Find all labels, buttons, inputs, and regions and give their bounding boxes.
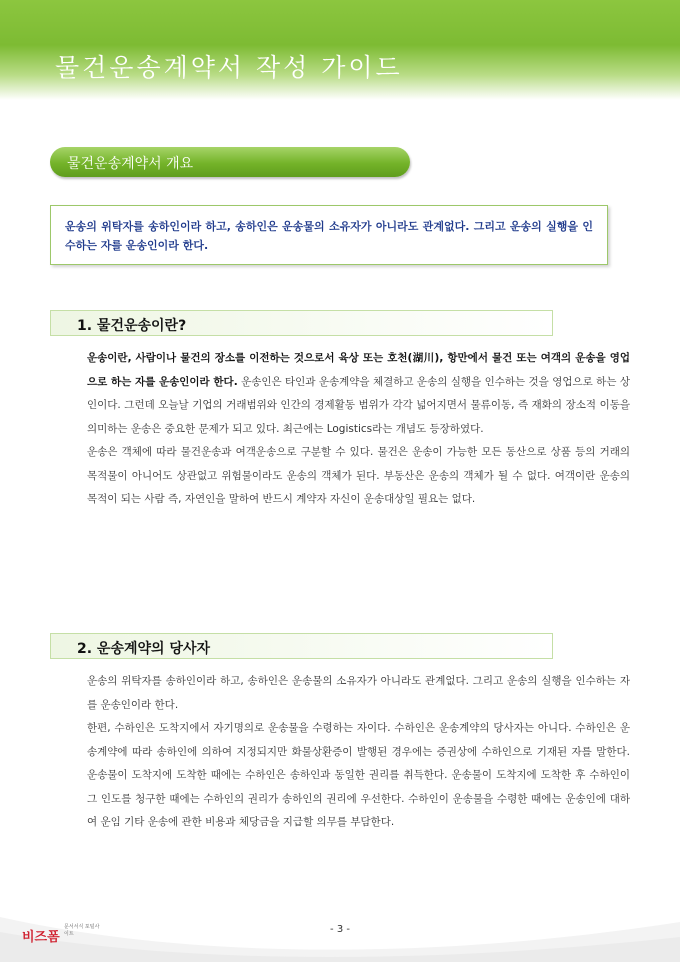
section-1-header <box>50 310 553 336</box>
overview-label-pill <box>50 147 410 177</box>
logo-text: 비즈폼 <box>22 930 60 945</box>
footer-swoosh <box>0 862 680 962</box>
section-1-paragraph-2: 운송은 객체에 따라 물건운송과 여객운송으로 구분할 수 있다. 물건은 운송이 가능한 모든 동산으로 상품 등의 거래의 목적물이 아니어도 상관없고 위험물이라도 운송의 객체가 된다. 부동산은 운송의 객체가 될 수 없다. 여객이란 운송의 목적이 되는 사람 즉, 자연인을 말하여 반드시 계약자 자신이 운송대상일 필요는 없다. <box>87 446 630 505</box>
document-title: 물건운송계약서 작성 가이드 <box>55 53 403 82</box>
section-2-paragraph-2: 한편, 수하인은 도착지에서 자기명의로 운송물을 수령하는 자이다. 수하인은 운송계약의 당사자는 아니다. 수하인은 운송계약에 따라 송하인에 의하여 지정되지만 화물상환증이 발행된 경우에는 증권상에 수하인으로 기재된 자를 말한다. 운송물이 도착지에 도착한 때에는 수하인은 송하인과 동일한 권리를 취득한다. 운송물이 도착지에 도착한 후 수하인이 그 인도를 청구한 때에는 수하인의 권리가 송하인의 권리에 우선한다. 수하인이 운송물을 수령한 때에는 운송인에 대하여 운임 기타 운송에 관한 비용과 체당금을 지급할 의무를 부담한다. <box>87 722 630 828</box>
summary-box <box>50 205 608 265</box>
title-banner <box>0 0 680 100</box>
summary-text: 운송의 위탁자를 송하인이라 하고, 송하인은 운송물의 소유자가 아니라도 관계없다. 그리고 운송의 실행을 인수하는 자를 운송인이라 한다. <box>65 220 593 252</box>
bizforms-logo <box>22 924 102 946</box>
section-2-body <box>87 670 630 835</box>
page-number: - 3 - <box>330 924 350 935</box>
section-1-bold-lead: 운송이란, 사람이나 물건의 장소를 이전하는 것으로서 육상 또는 호천(湖川), 항만에서 물건 또는 여객의 운송을 영업으로 하는 자를 운송인이라 한다. <box>87 352 630 388</box>
section-1-paragraph-1 <box>87 347 630 441</box>
overview-label: 물건운송계약서 개요 <box>67 156 194 172</box>
section-2-title: 2. 운송계약의 당사자 <box>77 641 210 657</box>
section-2-header <box>50 633 553 659</box>
section-1-body <box>87 347 630 512</box>
section-1-title: 1. 물건운송이란? <box>77 318 187 334</box>
logo-subtext: 문서서식 포털사이트 <box>64 924 100 937</box>
section-1-lead-rest: 운송인은 타인과 운송계약을 체결하고 운송의 실행을 인수하는 것을 영업으로 하는 상인이다. 그런데 오늘날 기업의 거래범위와 인간의 경제활동 범위가 각각 넓어지면서 물류이동, 즉 재화의 장소적 이동을 의미하는 운송은 중요한 문제가 되고 있다. 최근에는 Logistics라는 개념도 등장하였다. <box>87 375 630 435</box>
section-2-paragraph-1: 운송의 위탁자를 송하인이라 하고, 송하인은 운송물의 소유자가 아니라도 관계없다. 그리고 운송의 실행을 인수하는 자를 운송인이라 한다. <box>87 675 630 711</box>
